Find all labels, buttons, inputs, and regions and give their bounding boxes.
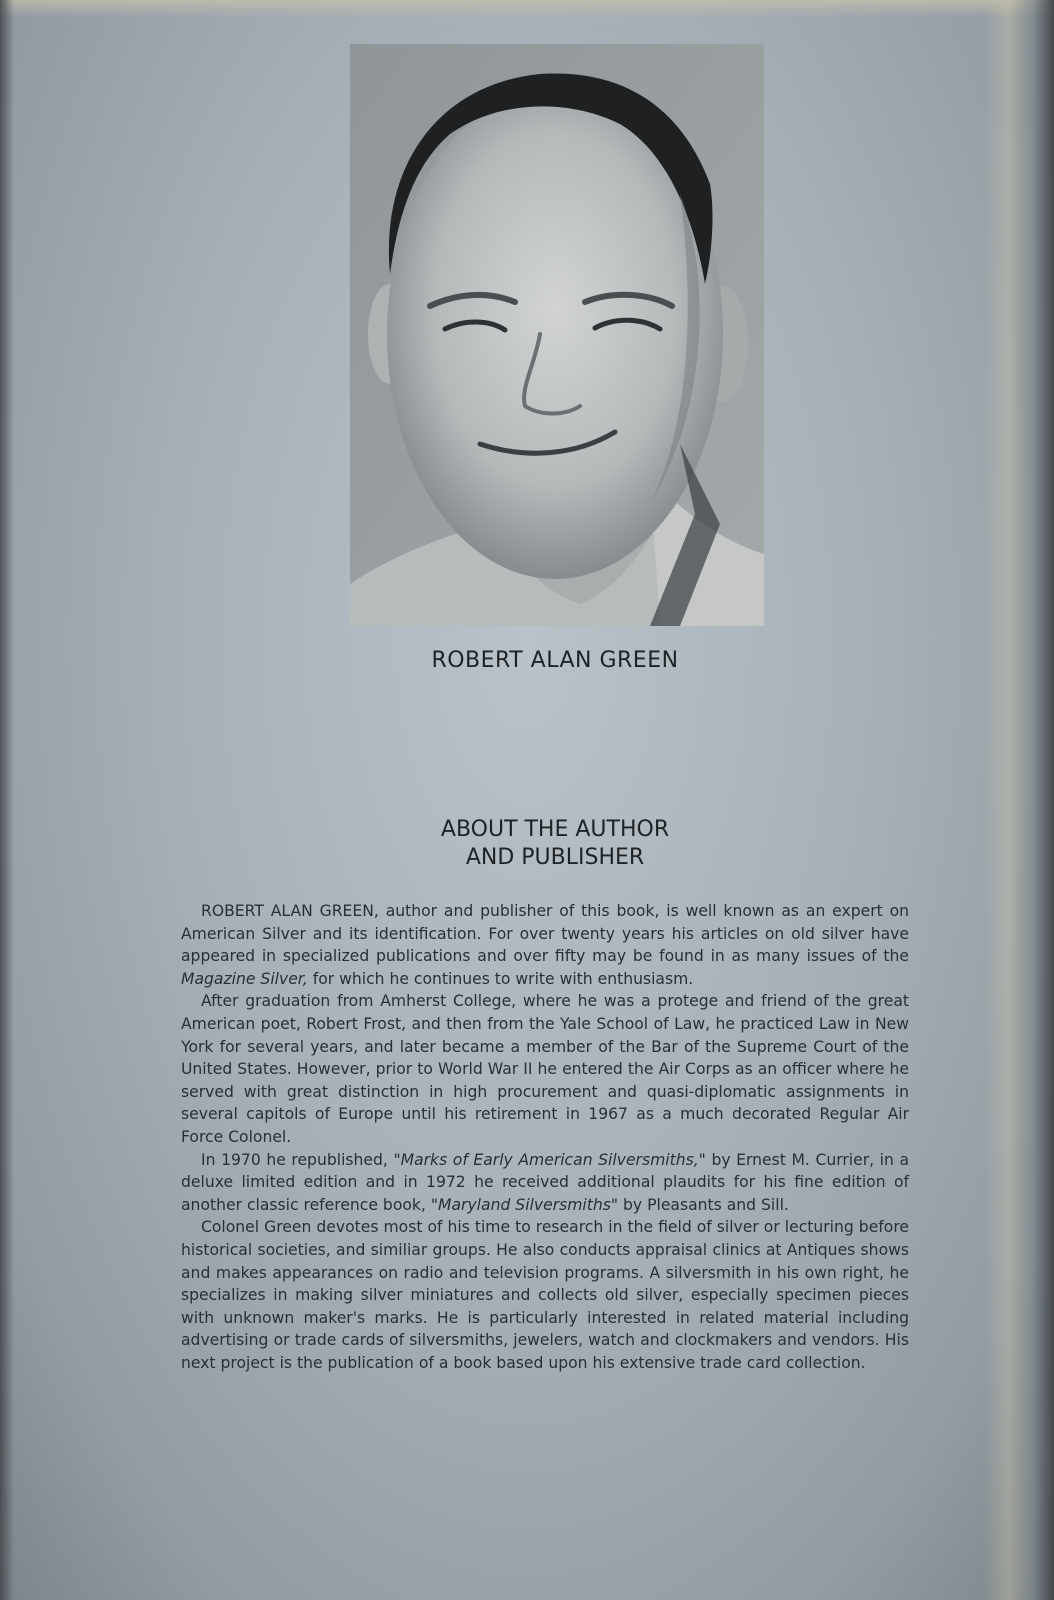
bio-paragraph-3: [181, 1149, 909, 1217]
bio-text: for which he continues to write with enthusiasm.: [307, 969, 694, 988]
author-biography: [181, 900, 909, 1374]
worn-left-edge: [0, 0, 14, 1600]
book-title: "Marks of Early American Silversmiths,": [393, 1150, 706, 1169]
heading-line-1: ABOUT THE AUTHOR: [440, 817, 670, 842]
bio-paragraph-1: [181, 900, 909, 990]
bio-text: by Pleasants and Sill.: [618, 1195, 789, 1214]
worn-top-edge: [0, 0, 1054, 18]
book-title: "Maryland Silversmiths": [430, 1195, 619, 1214]
bio-text: by Ernest M. Currier, in a deluxe limited edition and in 1972 he received additional plaudits for his fine edition of another classic reference book,: [181, 1150, 909, 1214]
portrait-illustration: [350, 44, 764, 626]
author-portrait-photo: [350, 44, 764, 626]
worn-right-edge: [984, 0, 1054, 1600]
author-name-caption: ROBERT ALAN GREEN: [431, 648, 679, 673]
bio-text: ROBERT ALAN GREEN, author and publisher of this book, is well known as an expert on American Silver and its identification. For over twenty years his articles on old silver have appeared in specialized publications and over fifty may be found in as many issues of the: [181, 902, 909, 966]
heading-line-2: AND PUBLISHER: [465, 845, 645, 870]
bio-text: In 1970 he republished,: [201, 1150, 394, 1169]
bio-paragraph-4: Colonel Green devotes most of his time to research in the field of silver or lecturing before historical societies, and similiar groups. He also conducts appraisal clinics at Antiques shows and makes appearances on radio and television programs. A silversmith in his own right, he specializes in making silver miniatures and collects old silver, especially specimen pieces with unknown maker's marks. He is particularly interested in related material including advertising or trade cards of silversmiths, jewelers, watch and clockmakers and vendors. His next project is the publication of a book based upon his extensive trade card collection.: [181, 1218, 909, 1372]
magazine-title: Magazine Silver,: [181, 969, 308, 988]
section-heading: [300, 816, 810, 872]
bio-paragraph-2: After graduation from Amherst College, where he was a protege and friend of the great American poet, Robert Frost, and then from the Yale School of Law, he practiced Law in New York for several years, and later became a member of the Bar of the Supreme Court of the United States. However, prior to World War II he entered the Air Corps as an officer where he served with great distinction in high procurement and quasi-diplomatic assignments in several capitols of Europe until his retirement in 1967 as a much decorated Regular Air Force Colonel.: [181, 992, 909, 1146]
